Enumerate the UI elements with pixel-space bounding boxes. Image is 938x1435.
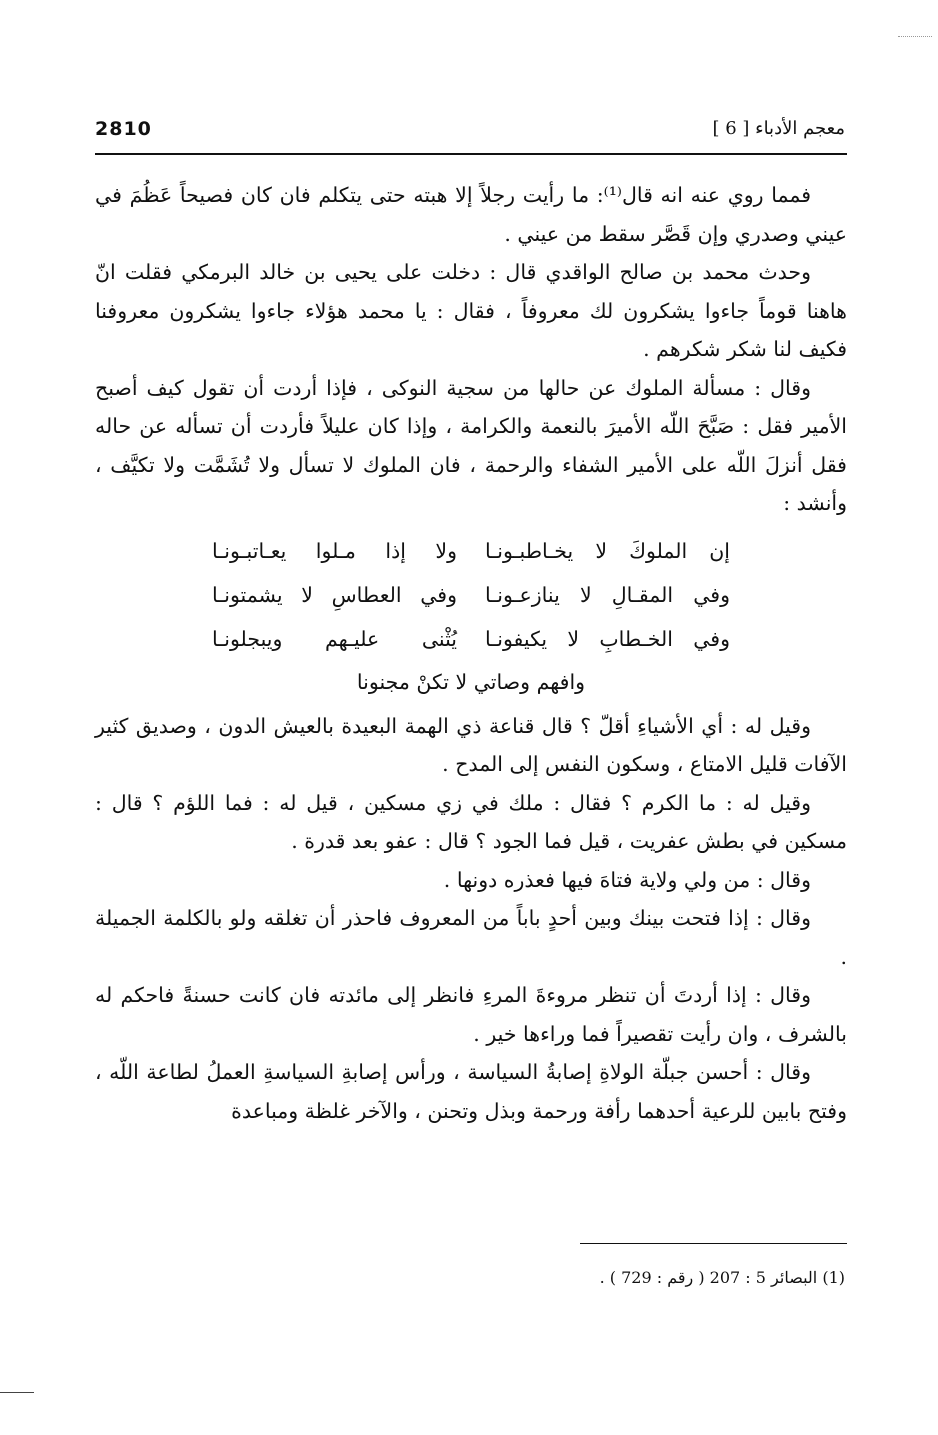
paragraph-8: وقال : إذا أردتَ أن تنظر مروءةَ المرءِ فانظر إلى مائدته فان كانت حسنةً فاحكم له بالشرف ، وان رأيت تقصيراً فما وراءها خير .	[95, 983, 847, 1046]
paragraph-9: وقال : أحسن جبلّة الولاةِ إصابةُ السياسة ، ورأس إصابةِ السياسةِ العملُ لطاعة اللّه ، وفتح بابين للرعية أحدهما رأفة ورحمة وبذل وتحنن ، والآخر غلظة ومباعدة	[95, 1060, 847, 1123]
poem-verse-1	[95, 529, 847, 573]
paragraph-1: فمما روي عنه انه قال⁽¹⁾: ما رأيت رجلاً إلا هبته حتى يتكلم فان كان فصيحاً عَظُمَ في عيني وصدري وإن قَصَّر سقط من عيني .	[95, 183, 847, 246]
paragraph-4: وقيل له : أي الأشياءِ أقلّ ؟ قال قناعة ذي الهمة البعيدة بالعيش الدون ، وصديق كثير الآفات قليل الامتاع ، وسكون النفس إلى المدح .	[95, 713, 847, 776]
paragraph-5: وقيل له : ما الكرم ؟ فقال : ملك في زي مسكين ، قيل له : فما اللؤم ؟ قال : مسكين في بطش عفريت ، قيل فما الجود ؟ قال : عفو بعد قدرة .	[95, 790, 847, 853]
paragraph-7: وقال : إذا فتحت بينك وبين أحدٍ باباً من المعروف فاحذر أن تغلقه ولو بالكلمة الجميلة .	[95, 906, 847, 969]
footnote: (1) البصائر 5 : 207 ( رقم : 729 ) .	[599, 1268, 845, 1287]
header-rule	[95, 153, 847, 155]
poem-verse-1-second-hemistich: ولا إذا مـلوا يعـاتبـونـا	[212, 538, 457, 563]
poem-verse-3-second-hemistich: يُثْنى عليـهم ويبجلونـا	[212, 626, 457, 651]
poem-final-line: وافهم وصاتي لا تكنْ مجنونا	[356, 669, 586, 694]
paragraph-3: وقال : مسألة الملوك عن حالها من سجية النوكى ، فإذا أردت أن تقول كيف أصبح الأمير فقل : صَبَّحَ اللّه الأميرَ بالنعمة والكرامة ، وإذا كان عليلاً فأردت أن تسأله عن حاله فقل أنزلَ اللّه على الأمير الشفاء والرحمة ، فان الملوك لا تسأل ولا تُشَمَّت ولا تكيَّف ، وأنشد :	[95, 375, 847, 515]
paragraph-2: وحدث محمد بن صالح الواقدي قال : دخلت على يحيى بن خالد البرمكي فقلت انّ هاهنا قوماً جاءوا يشكرون لك معروفاً ، فقال : يا محمد هؤلاء جاءوا يشكرون معروفنا فكيف لنا شكر شكرهم .	[95, 260, 847, 361]
page-number: 2810	[95, 118, 152, 140]
running-title: معجم الأدباء [ 6 ]	[712, 118, 845, 139]
poem-verse-2	[95, 573, 847, 617]
page-header	[95, 118, 845, 150]
body-text	[95, 176, 847, 1130]
footnote-rule	[580, 1243, 847, 1244]
poem-verse-3-first-hemistich: وفي الخـطابِ لا يكيفونـا	[485, 626, 730, 651]
poem	[95, 529, 847, 703]
poem-verse-1-first-hemistich: إن الملوكَ لا يخـاطبـونـا	[485, 538, 730, 563]
paragraph-6: وقال : من ولي ولاية فتاهَ فيها فعذره دونها .	[443, 867, 811, 892]
poem-verse-2-first-hemistich: وفي المقـالِ لا ينازعـونـا	[485, 582, 730, 607]
scan-margin-mark-bottom	[0, 1392, 34, 1393]
poem-verse-2-second-hemistich: وفي العطاسِ لا يشمتونـا	[212, 582, 457, 607]
poem-verse-3	[95, 617, 847, 661]
scan-margin-mark-top	[898, 36, 932, 37]
